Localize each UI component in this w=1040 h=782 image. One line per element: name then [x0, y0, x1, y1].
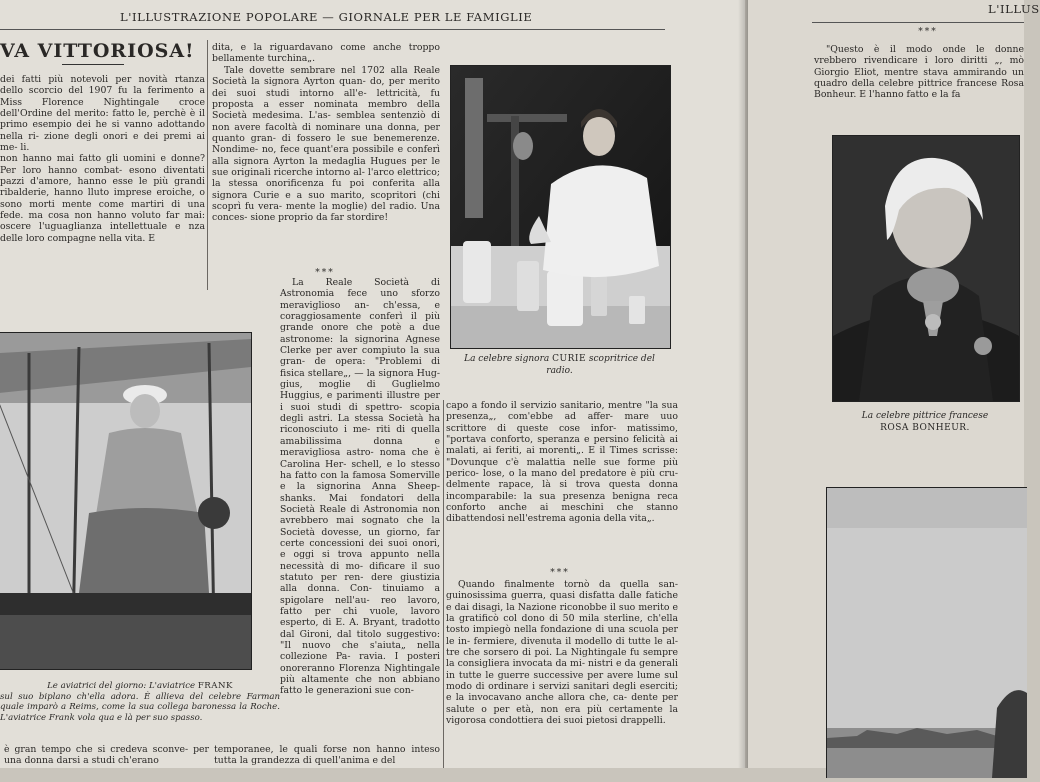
- headline-underline: [62, 64, 124, 65]
- section-divider-stars: ***: [550, 568, 570, 578]
- caption-text: La celebre pittrice francese: [861, 411, 989, 421]
- caption-title-line: [0, 681, 280, 692]
- paragraph: dita, e la riguardavano come anche troppo bellamente turchina„.: [212, 42, 440, 65]
- portrait-image: [833, 136, 1019, 401]
- header-rule: [0, 29, 665, 30]
- aviator-biplane-image: [0, 333, 251, 669]
- column-2-text-cont: [212, 65, 440, 270]
- column-rule: [443, 400, 444, 768]
- bottom-column-1-text: è gran tempo che si credeva sconve- per una donna darsi a studi ch'erano: [4, 744, 209, 767]
- paragraph: non hanno mai fatto gli uomini e donne? Per loro hanno combat- esono diventati pazzi d'amore, hanno esse le più grandi ribalderie, hanno lluto imprese eroiche, o sono morti mente come martiri di una fede. ma cosa non hanno voluto far mai: oscere l'uguaglianza intellettuale e nza delle loro compagne nella vita. E: [0, 153, 205, 244]
- section-divider-stars: ***: [918, 27, 938, 37]
- section-divider-stars: ***: [315, 268, 335, 278]
- curie-caption: [452, 353, 667, 377]
- running-head: L'ILLUS: [988, 2, 1040, 16]
- bottom-column-2-text: temporanee, le quali forse non hanno inteso tutta la grandezza di quell'anima e del: [214, 744, 440, 767]
- paragraph: "Questo è il modo onde le donne vrebbero rivendicare i loro diritti „, mò Giorgio Eliot, mentre stava ammirando un quadro della celebre pittrice francese Rosa Bonheur. E l'hanno fatto e la fa: [814, 44, 1024, 101]
- rosa-bonheur-portrait: [832, 135, 1020, 402]
- curie-photo: [450, 65, 671, 349]
- paragraph: capo a fondo il servizio sanitario, mentre "la sua presenza„, com'ebbe ad affer- mare uuo scrittore di queste cose infor- matissimo, "portava conforto, speranza e persino felicità ai malati, ai feriti, ai morenti„. E il Times scrisse: "Dovunque c'è malattia nelle sue forme più perico- lose, o la mano del predatore è più cru- delmente rapace, là si trova questa donna incomparabile: la sua presenza benigna reca conforto anche ai meschini che stanno dibattendosi nell'estrema agonia della vita„.: [446, 400, 678, 525]
- header-rule: [812, 22, 1024, 23]
- caption-name: ROSA BONHEUR.: [880, 423, 970, 433]
- caption-text: Le aviatrici del giorno: L'aviatrice: [47, 681, 196, 691]
- column-rule: [207, 40, 208, 290]
- article-headline: VA VITTORIOSA!: [0, 40, 195, 62]
- paragraph: Quando finalmente tornò da quella san- guinosissima guerra, quasi disfatta dalle fatiche e dai disagi, la Nazione riconobbe il suo merito e la gratificò col dono di 50 mila sterline, ch'ella tosto impiegò nella fondazione di una scuola per le in- fermiere, divenuta il modello di tutte le al- tre che sorsero di poi. La Nightingale fu sempre la consigliera invocata da mi- nistri e da generali in tutte le guerre successive per avere lume sul modo di ordinare i servizi sanitari degli eserciti; e la invocavano anche allora che, ca- dente per salute o per età, non era più certamente la vigorosa condottiera dei suoi pietosi drappelli.: [446, 579, 678, 727]
- curie-lab-image: [451, 66, 670, 348]
- paragraph: La Reale Società di Astronomia fece uno sforzo meraviglioso an- ch'essa, e coraggiosamente conferì il più grande onore che potè a due astronome: la signorina Agnese Clerke per aver compiuto la sua gran- de opera: "Problemi di fisica stellare„, — la signora Hug- gius, moglie di Guglielmo Huggius, e parimenti illustre per i suoi studi di spettro- scopia degli astri. La stessa Società ha riconosciuto i me- riti di quella amabilissima donna e meravigliosa astro- noma che è Carolina Her- schell, e lo stesso ha fatto con la famosa Somerville e la signorina Anna Sheep- shanks. Mai fondatori della Società Reale di Astronomia non avrebbero mai sognato che la Società dovesse, un giorno, far certe concessioni dei suoi onori, e oggi si trova appunto nella necessità di mo- dificare il suo statuto per ren- dere giustizia alla donna. Con- tinuiamo a spigolare nell'au- reo lavoro, fatto per chi vuole, lavoro esperto, di E. A. Bryant, tradotto dal Gironi, dal titolo suggestivo: "Il nuovo che s'aiuta„ nella collezione Pa- ravia. I posteri onoreranno Florenza Nightingale più altamente che non abbiano fatto le generazioni sue con-: [280, 277, 440, 697]
- column-3-lower-text: [446, 579, 678, 768]
- paragraph: Tale dovette sembrare nel 1702 alla Reale Società la signora Ayrton quan- do, per merito dei suoi studi intorno all'e- lettricità, fu proposta a esser nominata membro della Società medesima. L'as- semblea sentenziò di non avere facoltà di nominare una donna, per quanto gran- di fossero le sue benemerenze. Nondime- no, fece quant'era possibile e conferì alla signora Ayrton la medaglia Hugues per le sue originali ricerche intorno al- l'arco elettrico; la stessa onorificenza fu poi conferita alla signora Curie e a suo marito, scopritori (chi scoprì fu vera- mente la moglie) del radio. Una conces- sione proprio da far stordire!: [212, 65, 440, 224]
- caption-name: CURIE: [552, 354, 587, 364]
- caption-text: La celebre signora: [464, 354, 550, 364]
- right-page: [748, 0, 1040, 768]
- running-head: L'ILLUSTRAZIONE POPOLARE — GIORNALE PER LE FAMIGLIE: [120, 10, 533, 24]
- caption-name: FRANK: [197, 681, 233, 691]
- landscape-image: [827, 488, 1027, 778]
- caption-text: scopritrice del radio.: [546, 354, 655, 376]
- aviator-photo: [0, 332, 252, 670]
- column-3-text: [446, 400, 678, 560]
- caption-body: sul suo biplano ch'ella adora. È allieva del celebre Farman quale imparò a Reims, come la sua collega baronessa la Roche. L'aviatrice Frank vola qua e là per suo spasso.: [0, 691, 280, 723]
- column-1-text: [0, 74, 205, 294]
- paragraph: dei fatti più notevoli per novità rtanza dello scorcio del 1907 fu la ferimento a Miss Florence Nightingale croce dell'Ordine del merito: fatto le, perchè è il primo esempio dei he si vanno adottando nella ri- zione degli onori e dei premi ai me- li.: [0, 74, 205, 154]
- portrait-caption: [832, 410, 1018, 434]
- landscape-photo: [826, 487, 1027, 778]
- right-column-text: [814, 44, 1024, 112]
- aviator-caption: [0, 681, 280, 723]
- column-2-lower-text: [280, 277, 440, 768]
